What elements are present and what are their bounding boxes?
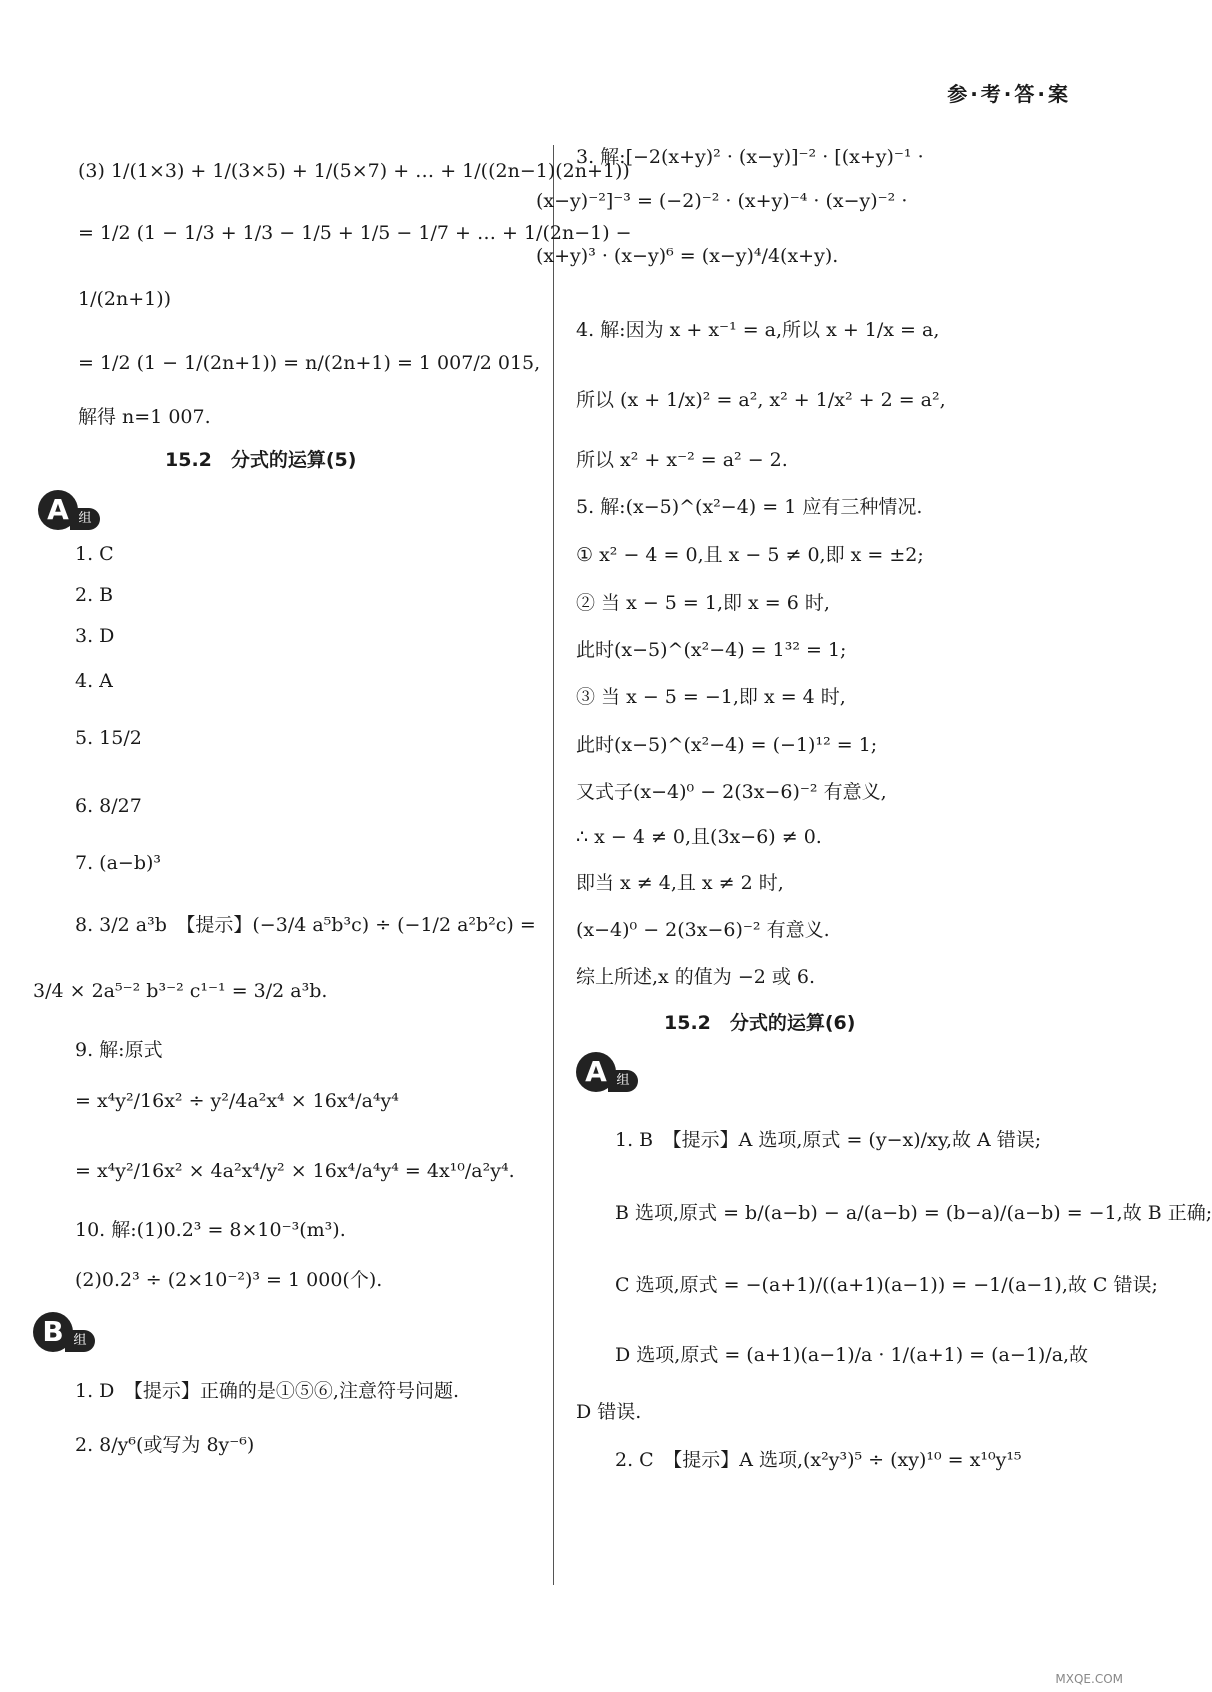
right-line: 3. 解:[−2(x+y)² · (x−y)]⁻² · [(x+y)⁻¹ · — [576, 146, 924, 168]
answer-line: = x⁴y²/16x² ÷ y²/4a²x⁴ × 16x⁴/a⁴y⁴ — [75, 1090, 399, 1112]
group-a-badge — [576, 1052, 638, 1094]
right-line: ③ 当 x − 5 = −1,即 x = 4 时, — [576, 686, 846, 708]
group-a-tag: 组 — [608, 1070, 638, 1092]
answer-line: D 选项,原式 = (a+1)(a−1)/a · 1/(a+1) = (a−1)/a,故 — [615, 1344, 1089, 1366]
answer-line: 5. 15/2 — [75, 727, 142, 749]
page-header-title: 参·考·答·案 — [947, 82, 1071, 106]
column-divider — [553, 145, 554, 1585]
answer-line: 2. B — [75, 584, 114, 606]
right-line: 4. 解:因为 x + x⁻¹ = a,所以 x + 1/x = a, — [576, 319, 940, 341]
right-line: ② 当 x − 5 = 1,即 x = 6 时, — [576, 592, 830, 614]
answer-line: C 选项,原式 = −(a+1)/((a+1)(a−1)) = −1/(a−1),故 C 错误; — [615, 1274, 1158, 1296]
section-title: 15.2 分式的运算(6) — [664, 1012, 856, 1034]
answer-line: 3. D — [75, 625, 115, 647]
answer-line: (2)0.2³ ÷ (2×10⁻²)³ = 1 000(个). — [75, 1269, 383, 1291]
answer-line: B 选项,原式 = b/(a−b) − a/(a−b) = (b−a)/(a−b) = −1,故 B 正确; — [615, 1202, 1212, 1224]
answer-line: 6. 8/27 — [75, 795, 142, 817]
answer-line: 4. A — [75, 670, 113, 692]
group-a-tag: 组 — [70, 508, 100, 530]
right-line: (x−4)⁰ − 2(3x−6)⁻² 有意义. — [576, 919, 830, 941]
answer-line: 1. C — [75, 543, 114, 565]
answer-line: 10. 解:(1)0.2³ = 8×10⁻³(m³). — [75, 1219, 346, 1241]
right-line: 又式子(x−4)⁰ − 2(3x−6)⁻² 有意义, — [576, 781, 887, 803]
left-line: = 1/2 (1 − 1/3 + 1/3 − 1/5 + 1/5 − 1/7 + … + 1/(2n−1) − — [78, 222, 632, 244]
right-line: 所以 (x + 1/x)² = a², x² + 1/x² + 2 = a², — [576, 389, 946, 411]
answer-line: 2. 8/y⁶(或写为 8y⁻⁶) — [75, 1434, 255, 1456]
right-line: ① x² − 4 = 0,且 x − 5 ≠ 0,即 x = ±2; — [576, 544, 924, 566]
left-line: = 1/2 (1 − 1/(2n+1)) = n/(2n+1) = 1 007/2 015, — [78, 352, 541, 374]
answer-line: 3/4 × 2a⁵⁻² b³⁻² c¹⁻¹ = 3/2 a³b. — [33, 980, 328, 1002]
right-line: (x−y)⁻²]⁻³ = (−2)⁻² · (x+y)⁻⁴ · (x−y)⁻² · — [536, 190, 908, 212]
group-a-letter: A — [576, 1052, 616, 1092]
answer-line: 2. C 【提示】A 选项,(x²y³)⁵ ÷ (xy)¹⁰ = x¹⁰y¹⁵ — [615, 1449, 1022, 1471]
answer-line: 1. D 【提示】正确的是①⑤⑥,注意符号问题. — [75, 1380, 459, 1402]
group-b-letter: B — [33, 1312, 73, 1352]
group-b-badge — [33, 1312, 95, 1354]
right-line: 综上所述,x 的值为 −2 或 6. — [576, 966, 816, 988]
group-b-tag: 组 — [65, 1330, 95, 1352]
answer-line: 8. 3/2 a³b 【提示】(−3/4 a⁵b³c) ÷ (−1/2 a²b²c) = — [75, 914, 536, 936]
answer-line: 7. (a−b)³ — [75, 852, 162, 874]
answer-line: 9. 解:原式 — [75, 1039, 163, 1061]
left-line: 1/(2n+1)) — [78, 288, 172, 310]
answer-line: 1. B 【提示】A 选项,原式 = (y−x)/xy,故 A 错误; — [615, 1129, 1042, 1151]
left-line: (3) 1/(1×3) + 1/(3×5) + 1/(5×7) + … + 1/((2n−1)(2n+1)) — [78, 160, 630, 182]
section-title: 15.2 分式的运算(5) — [165, 449, 357, 471]
left-line: 解得 n=1 007. — [78, 406, 211, 428]
right-line: 所以 x² + x⁻² = a² − 2. — [576, 449, 788, 471]
group-a-letter: A — [38, 490, 78, 530]
right-line: 即当 x ≠ 4,且 x ≠ 2 时, — [576, 872, 784, 894]
answer-line: D 错误. — [576, 1401, 642, 1423]
group-a-badge — [38, 490, 100, 532]
right-line: 此时(x−5)^(x²−4) = 1³² = 1; — [576, 639, 847, 661]
answer-line: = x⁴y²/16x² × 4a²x⁴/y² × 16x⁴/a⁴y⁴ = 4x¹⁰/a²y⁴. — [75, 1160, 515, 1182]
watermark: MXQE.COM — [1055, 1672, 1123, 1686]
right-line: 5. 解:(x−5)^(x²−4) = 1 应有三种情况. — [576, 496, 923, 518]
right-line: (x+y)³ · (x−y)⁶ = (x−y)⁴/4(x+y). — [536, 245, 839, 267]
right-line: 此时(x−5)^(x²−4) = (−1)¹² = 1; — [576, 734, 878, 756]
right-line: ∴ x − 4 ≠ 0,且(3x−6) ≠ 0. — [576, 826, 822, 848]
